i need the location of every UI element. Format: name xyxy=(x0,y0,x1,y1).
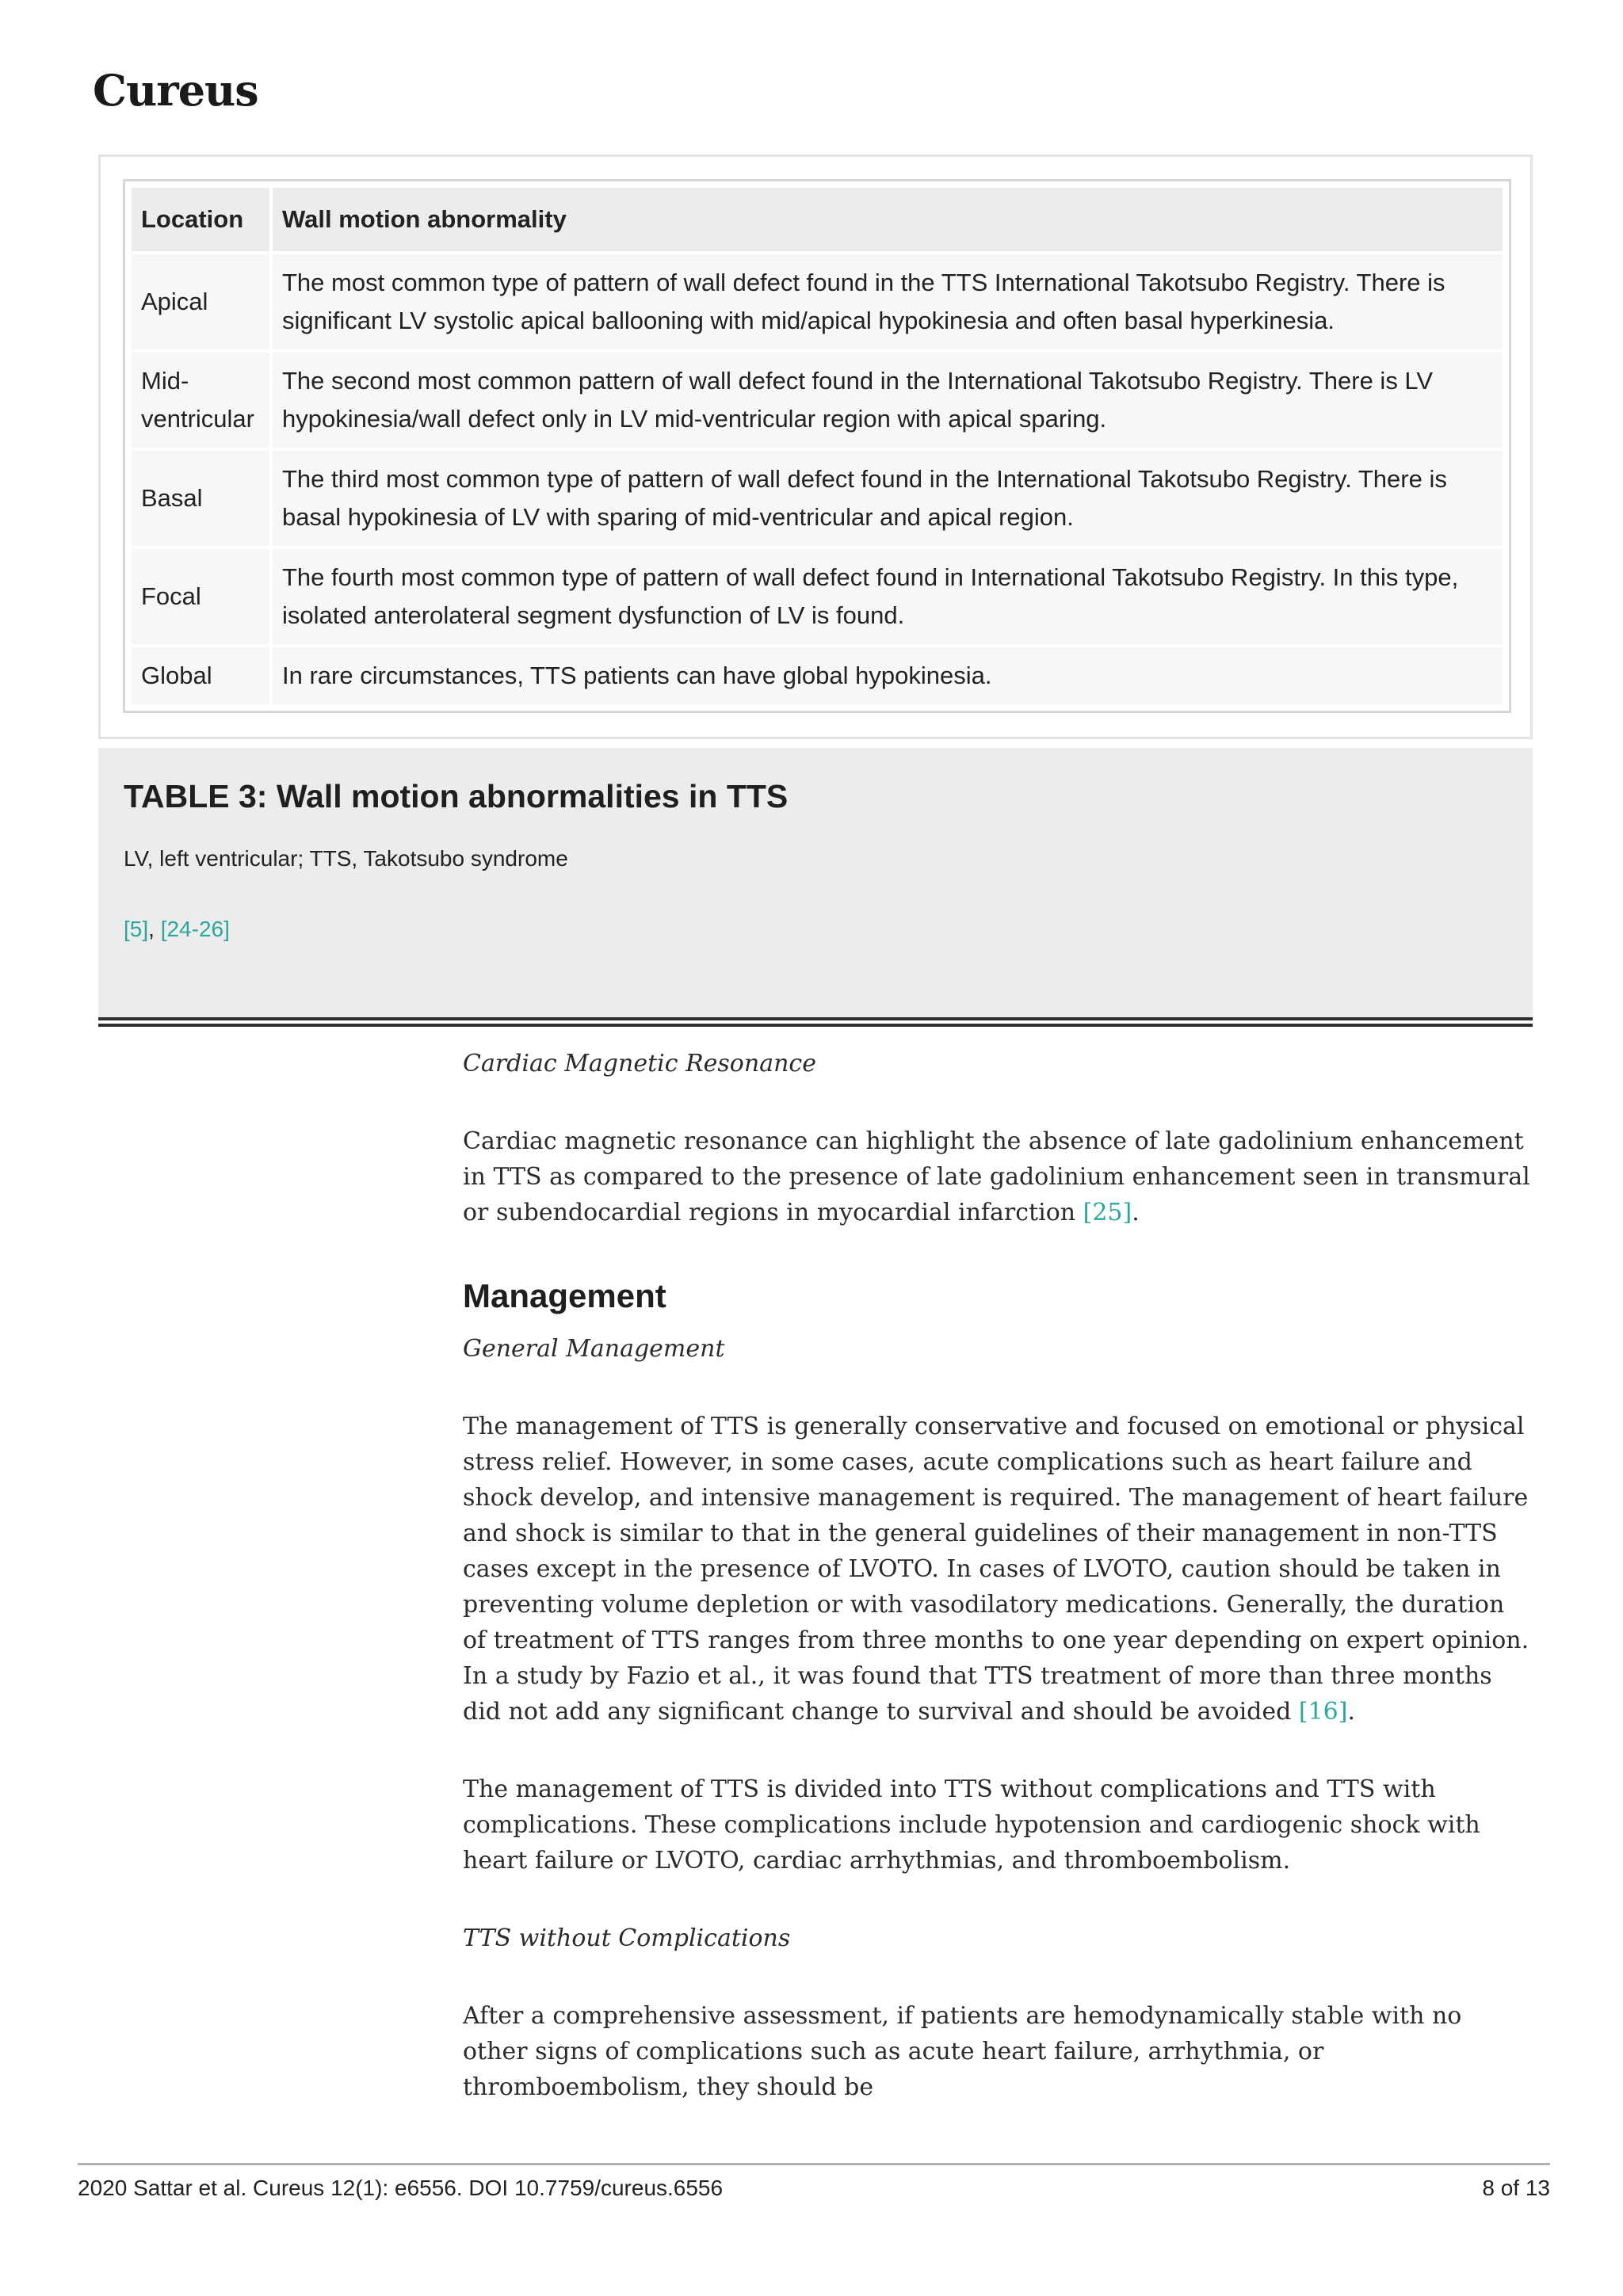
table-header-row xyxy=(132,188,1503,251)
table-row xyxy=(132,451,1503,546)
reference-link[interactable]: [16] xyxy=(1298,1698,1348,1726)
wall-motion-table xyxy=(128,185,1506,707)
section-heading-management: Management xyxy=(463,1277,666,1314)
table-cell-description: The second most common pattern of wall defect found in the International Takotsubo Registry. There is LV hypokinesia/wall defect only in LV mid-ventricular region with apical sparing. xyxy=(273,353,1503,448)
table-cell-description: In rare circumstances, TTS patients can have global hypokinesia. xyxy=(273,647,1503,704)
table-caption-title: TABLE 3: Wall motion abnormalities in TTS xyxy=(124,778,789,814)
reference-link[interactable]: [25] xyxy=(1083,1199,1132,1226)
paragraph-general-management: The management of TTS is generally conservative and focused on emotional or physical stress relief. However, in some cases, acute complications such as heart failure and shock develop, and intensive management is required. The management of heart failure and shock is similar to that in the general guidelines of their management in non-TTS cases except in the presence of LVOTO. In cases of LVOTO, caution should be taken in preventing volume depletion or with vasodilatory medications. Generally, the duration of treatment of TTS ranges from three months to one year depending on expert opinion. In a study by Fazio et al., it was found that TTS treatment of more than three months did not add any significant change to survival and should be avoided [16]. xyxy=(463,1413,1529,1726)
paragraph-text: The management of TTS is generally conservative and focused on emotional or physical stress relief. However, in some cases, acute complications such as heart failure and shock develop, and intensive management is required. The management of heart failure and shock is similar to that in the general guidelines of their management in non-TTS cases except in the presence of LVOTO. In cases of LVOTO, caution should be taken in preventing volume depletion or with vasodilatory medications. Generally, the duration of treatment of TTS ranges from three months to one year depending on expert opinion. In a study by Fazio et al., it was found that TTS treatment of more than three months did not add any significant change to survival and should be avoided xyxy=(463,1413,1529,1726)
page-number: 8 of 13 xyxy=(1482,2176,1550,2200)
table-caption-abbreviations: LV, left ventricular; TTS, Takotsubo syndrome xyxy=(124,846,568,871)
article-body xyxy=(463,1046,1533,2147)
table-caption-references xyxy=(124,917,230,942)
table-cell-description: The fourth most common type of pattern of wall defect found in International Takotsubo Registry. In this type, isolated anterolateral segment dysfunction of LV is found. xyxy=(273,549,1503,644)
table-cell-location: Global xyxy=(132,647,269,704)
reference-separator: , xyxy=(148,917,161,941)
paragraph-without-complications: After a comprehensive assessment, if patients are hemodynamically stable with no other signs of complications such as acute heart failure, arrhythmia, or thromboembolism, they should be xyxy=(463,2002,1462,2101)
subsection-heading-cmr: Cardiac Magnetic Resonance xyxy=(463,1050,816,1077)
table-container xyxy=(98,154,1533,739)
table-border xyxy=(123,179,1511,713)
footer-divider xyxy=(78,2163,1550,2165)
caption-divider xyxy=(98,1017,1533,1020)
journal-logo: Cureus xyxy=(93,65,258,116)
subsection-heading-general: General Management xyxy=(463,1335,725,1363)
table-cell-location: Apical xyxy=(132,254,269,349)
table-row xyxy=(132,254,1503,349)
paragraph-division: The management of TTS is divided into TTS without complications and TTS with complications. These complications include hypotension and cardiogenic shock with heart failure or LVOTO, cardiac arrhythmias, and thromboembolism. xyxy=(463,1775,1480,1875)
table-row xyxy=(132,353,1503,448)
column-header-location: Location xyxy=(132,188,269,251)
column-header-wall-motion: Wall motion abnormality xyxy=(273,188,1503,251)
caption-divider xyxy=(98,1024,1533,1027)
table-cell-description: The third most common type of pattern of wall defect found in the International Takotsubo Registry. There is basal hypokinesia of LV with sparing of mid-ventricular and apical region. xyxy=(273,451,1503,546)
subsection-heading-without-complications: TTS without Complications xyxy=(463,1924,791,1952)
table-cell-location: Basal xyxy=(132,451,269,546)
table-row xyxy=(132,549,1503,644)
table-cell-location: Focal xyxy=(132,549,269,644)
reference-link[interactable]: [24-26] xyxy=(160,917,230,941)
paragraph-text: Cardiac magnetic resonance can highlight the absence of late gadolinium enhancement in TTS as compared to the presence of late gadolinium enhancement seen in transmural or subendocardial regions in myocardial infarction xyxy=(463,1127,1530,1226)
reference-link[interactable]: [5] xyxy=(124,917,149,941)
table-caption xyxy=(98,748,1533,1017)
footer-citation: 2020 Sattar et al. Cureus 12(1): e6556. DOI 10.7759/cureus.6556 xyxy=(78,2176,724,2200)
table-cell-description: The most common type of pattern of wall defect found in the TTS International Takotsubo Registry. There is significant LV systolic apical ballooning with mid/apical hypokinesia and often basal hyperkinesia. xyxy=(273,254,1503,349)
paragraph-cmr: Cardiac magnetic resonance can highlight the absence of late gadolinium enhancement in TTS as compared to the presence of late gadolinium enhancement seen in transmural or subendocardial regions in myocardial infarction [25]. xyxy=(463,1127,1530,1226)
table-row xyxy=(132,647,1503,704)
table-cell-location: Mid-ventricular xyxy=(132,353,269,448)
